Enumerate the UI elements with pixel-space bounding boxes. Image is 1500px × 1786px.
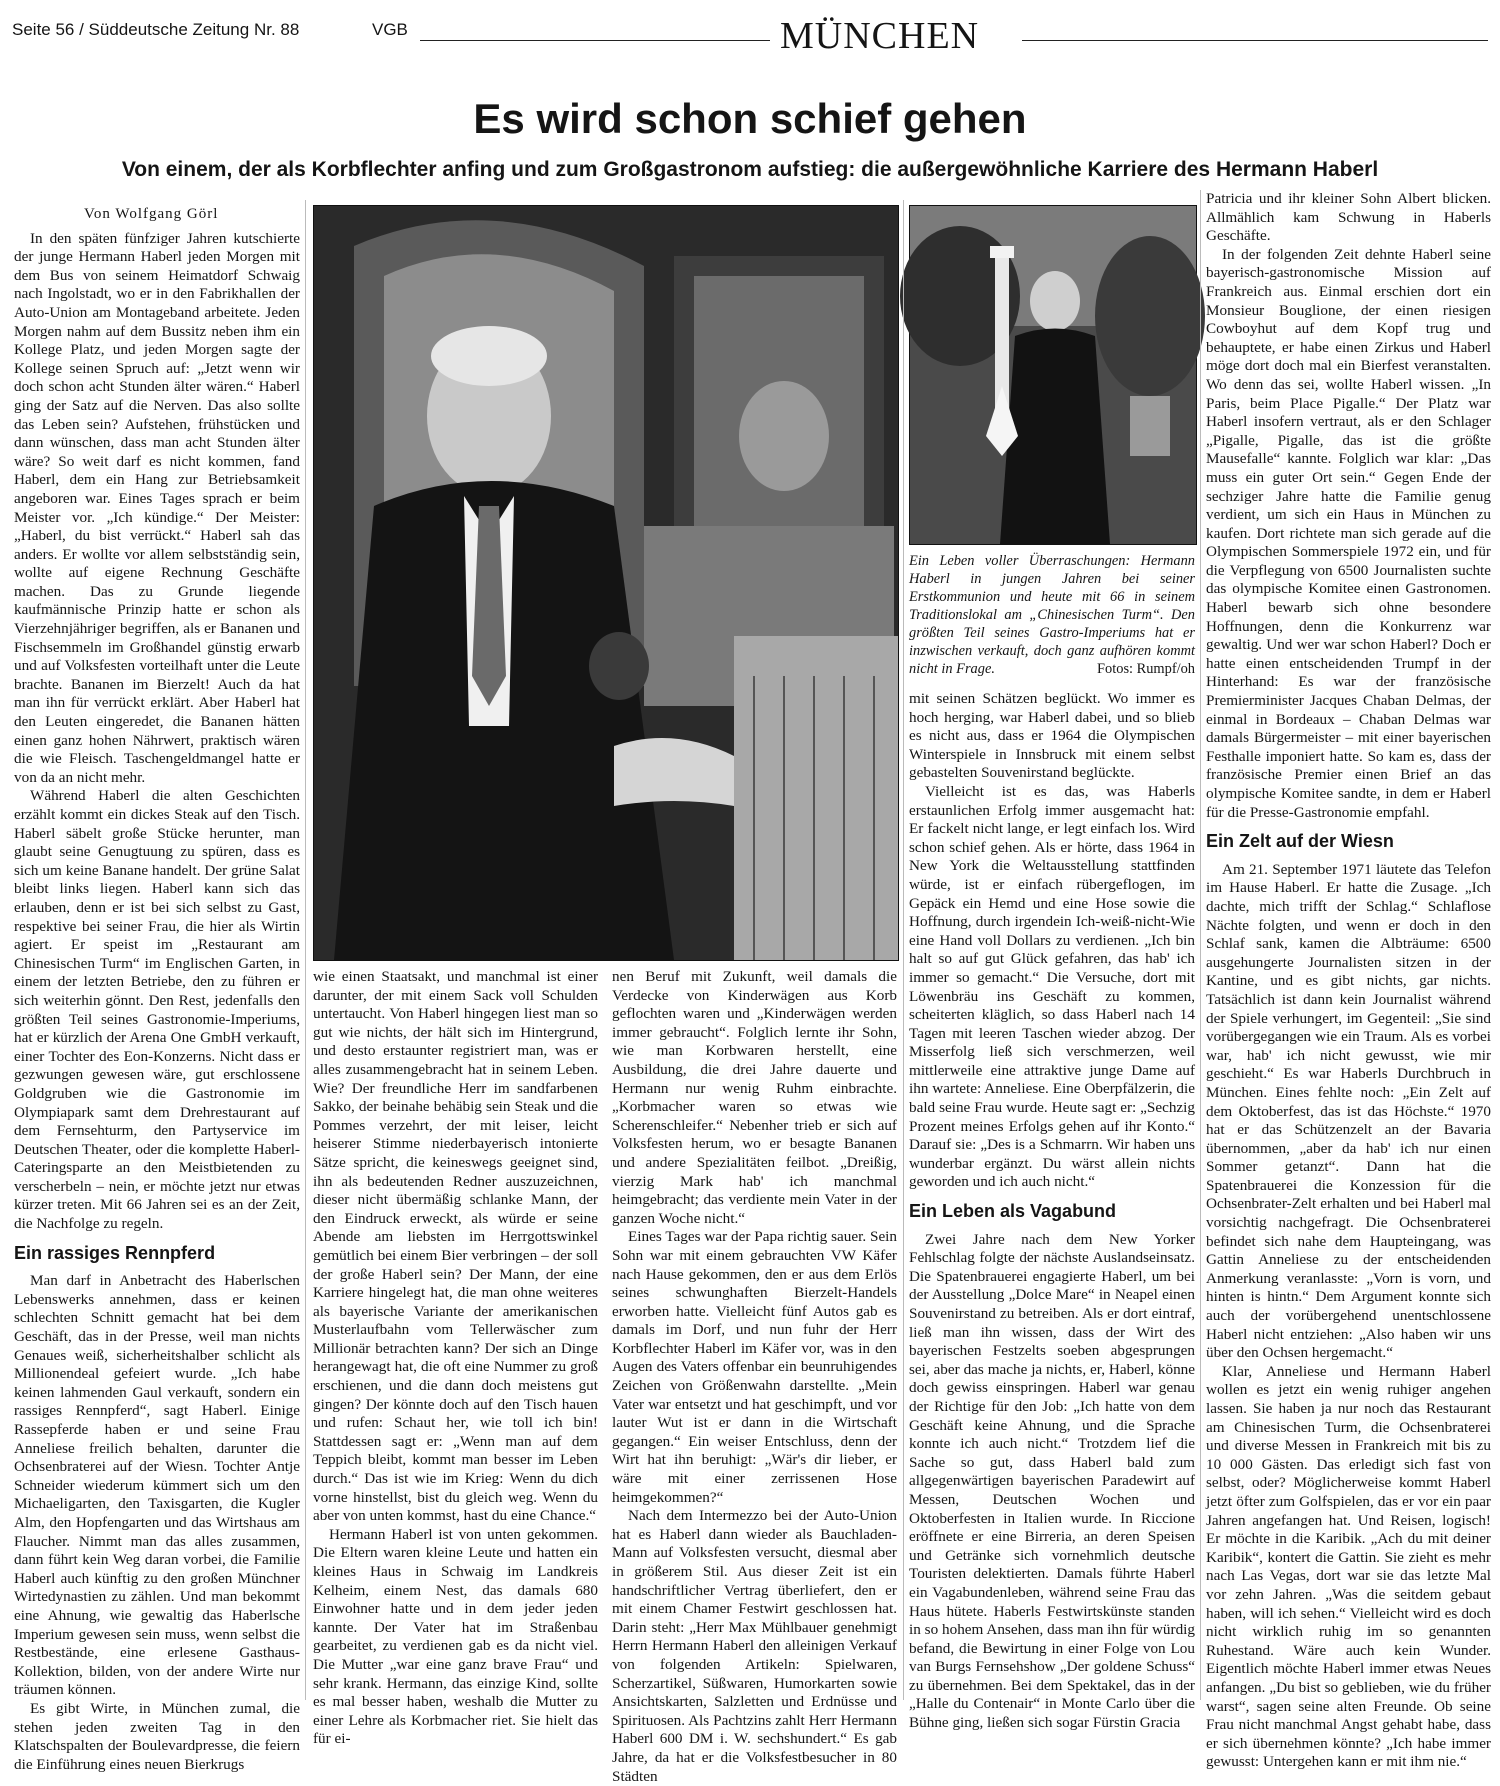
- paragraph: wie einen Staatsakt, und manchmal ist einer darunter, der mit einem Sack voll Schulden untertaucht. Von Haberl hingegen liest man so gut wie nichts, der hält sich im Hintergrund, und desto erstaunter registriert man, was er alles zusammengebracht hat in seinem Leben. Wie? Der freundliche Herr im sandfarbenen Sakko, der beinahe behäbig sein Steak und die Pommes verzehrt, der mit leiser, leicht heiserer Stimme niederbayerisch intonierte Sätze spricht, die keineswegs geeignet sind, ihn als bedeutenden Redner auszuzeichnen, dieser nicht übermäßig schlanke Mann, der den Eindruck erweckt, als würde er seine Abende am liebsten im Herrgottswinkel gemütlich bei einem Bier verbringen – der soll der große Haberl sein? Der Mann, der eine Karriere hingelegt hat, die man ohne weiteres als bayerische Variante der amerikanischen Musterlaufbahn vom Tellerwäscher zum Millionär betrachten kann? Der sich an Dinge herangewagt hat, die oft eine Nummer zu groß erschienen, und die dann doch meistens gut gingen? Der könnte doch auf den Tisch hauen und rufen: Schaut her, wie toll ich bin! Stattdessen sagt er: „Wenn man auf dem Teppich bleibt, kommt man besser im Leben durch.“ Das ist wie im Krieg: Wenn du dich vorne hinstellst, bist du gleich weg. Wenn du aber von unten kommst, hast du eine Chance.“: [313, 968, 598, 1525]
- subheading-rennpferd: Ein rassiges Rennpferd: [14, 1242, 216, 1263]
- caption-text: Ein Leben voller Überraschungen: Hermann Haberl in jungen Jahren bei seiner Erstkommunion und heute mit 66 in seinem Traditionslokal am „Chinesischen Turm“. Den größten Teil seines Gastro-Imperiums hat er inzwischen verkauft, doch ganz aufhören kommt nicht in Frage.: [909, 553, 1195, 677]
- article-column-3: [612, 968, 897, 1785]
- main-photo: [313, 205, 899, 961]
- paragraph: Am 21. September 1971 läutete das Telefon im Hause Haberl. Er hatte die Zusage. „Ich dachte, mich trifft der Schlag.“ Schlaflose Nächte folgten, und wenn er doch in den Schlaf sank, kamen die Albträume: 6500 ausgehungerte Journalisten sitzen in der Kantine, und es gibt nichts, gar nichts. Tatsächlich ist dann kein Journalist während der Spiele verhungert, im Gegenteil: „Sie sind vorübergegangen wie ein Traum. Als es vorbei war, hab' ich nicht gewusst, wie mir geschieht.“ Es war Haberls Durchbruch in München. Eines fehlte noch: „Ein Zelt auf dem Oktoberfest, das ist das Höchste.“ 1970 hat er das Schützenzelt an der Bavaria übernommen, „aber da hab' ich nur einen Sommer getanzt“. Dann hat die Spatenbrauerei die Konzession für die Ochsenbrater-Zelt erhalten und bei Haberl mal vorsichtig nachgefragt. Die Ochsenbraterei befindet sich nahe dem Haupteingang, was Gattin Anneliese zu der entscheidenden Anmerkung veranlasste: „Vorn is vorn, und hinten is hintn.“ Dem Argument konnte sich auch der vorübergehend unentschlossene Haberl nicht entziehen: „Also haben wir uns über den Ochsen hergemacht.“: [1206, 860, 1491, 1362]
- article-column-4: [909, 690, 1195, 1732]
- paragraph: Während Haberl die alten Geschichten erzählt kommt ein dickes Steak auf den Tisch. Haberl säbelt große Stücke herunter, man glaubt seine Genugtuung zu spüren, dass es sich um keine Banane handelt. Der grüne Salat bleibt links liegen. Haberl kann sich das erlauben, denn er ist bei sich selbst zu Gast, respektive bei seiner Frau, die hier als Wirtin agiert. Er speist im „Restaurant am Chinesischen Turm“ im Englischen Garten, in einem der letzten Betriebe, den zu führen er sich weiterhin gönnt. Den Rest, jedenfalls den größten Teil seines Gastronomie-Imperiums, hat er kürzlich der Arena One GmbH verkauft, einer Tochter des Eon-Konzerns. Nicht dass er gezwungen gewesen wäre, gut erschlossene Goldgruben wie die Gastronomie im Olympiapark samt dem Drehrestaurant auf dem Fernsehturm, den Partyservice im Deutschen Theater, oder die komplette Haberl-Cateringsparte an den Meistbietenden zu verscherbeln – nein, er möchte jetzt nur etwas kürzer treten. Mit 66 Jahren sei es an der Zeit, die Nachfolge zu regeln.: [14, 787, 300, 1233]
- column-rule: [903, 200, 904, 1700]
- masthead-rule-right: [1022, 40, 1488, 41]
- column-rule: [305, 200, 306, 1700]
- photo-credit: Fotos: Rumpf/oh: [1097, 661, 1195, 677]
- paragraph: In der folgenden Zeit dehnte Haberl seine bayerisch-gastronomische Mission auf Frankreich aus. Einmal erschien dort ein Monsieur Bouglione, der einen riesigen Cowboyhut auf dem Kopf trug und behauptete, er habe einen Zirkus und Haberl möge dort doch mal ein Bierfest veranstalten. Wo denn das sei, wollte Haberl wissen. „In Paris, beim Place Pigalle.“ Der Platz war Haberl insofern vertraut, als er den Schlager „Pigalle, Pigalle, das ist die größte Mausefalle“ kannte. Folglich war klar: „Das muss ein guter Ort sein.“ Gegen Ende der sechziger Jahre hatte die Familie genug verdient, um sich ein Haus in München zu kaufen. Dort richtete man sich gerade auf die Olympischen Sommerspiele 1972 ein, und für die Verpflegung von 6500 Journalisten suchte das olympische Komitee einen Gastronomen. Haberl bewarb sich ohne besondere Hoffnungen, denn die Konkurrenz war gewaltig. Und wer war schon Haberl? Doch er hatte einen entscheidenden Trumpf in der Hinterhand: Es war der französische Premierminister Jacques Chaban Delmas, der einmal in Bordeaux – Chaban Delmas war damals Bürgermeister – mit einer bayerischen Festhalle imponiert hatte. So kam es, dass der französische Premier einen Brief an das olympische Komitee sandte, in dem er Haberl für die Presse-Gastronomie empfahl.: [1206, 245, 1491, 821]
- paragraph: In den späten fünfziger Jahren kutschierte der junge Hermann Haberl jeden Morgen mit dem Bus von seinem Heimatdorf Schwaig nach Ingolstadt, wo er in den Fabrikhallen der Auto-Union am Montageband arbeitete. Jeden Morgen nahm auf dem Bussitz neben ihm ein Kollege Platz, und jeden Morgen sagte der Kollege seinen Spruch auf: „Jetzt wenn wir doch schon acht Stunden älter wären.“ Haberl ging der Satz auf die Nerven. Das also sollte das Leben sein? Aufstehen, frühstücken und dann wünschen, dass man acht Stunden älter wäre? So weit darf es nicht kommen, fand Haberl, dem ein Hang zur Betriebsamkeit angeboren war. Eines Tages sprach er beim Meister vor. „Ich kündige.“ Der Meister: „Haberl, du bist verrückt.“ Haberl sah das anders. Er wollte vor allem selbstständig sein, wollte auf eigene Rechnung Geschäfte machen. Das zu Grunde liegende kaufmännische Prinzip hatte er schon als Vierzehnjähriger begriffen, als er Bananen und Fischsemmeln im Großhandel günstig erwarb und auf Volksfesten vorteilhaft unter die Leute brachte. Bananen im Bierzelt! Auch da hat man ihn für verrückt erklärt. Aber Haberl hat den Leuten eingeredet, die Bananen hätten einen ganz hohen Nährwert, praktisch wären die wie Fleisch. Taschengeldmangel hatte er von da an nicht mehr.: [14, 229, 300, 786]
- paragraph: nen Beruf mit Zukunft, weil damals die Verdecke von Kinderwägen aus Korb geflochten waren und „Kinderwägen werden immer gebraucht“. Folglich lernte ihr Sohn, wie man Korbwaren herstellt, eine Ausbildung, die drei Jahre dauerte und Hermann nur wenig Ruhm einbrachte. „Korbmacher waren so etwas wie Scherenschleifer.“ Nebenher trieb er sich auf Volksfesten herum, wo er besagte Bananen und andere Spezialitäten feilbot. „Dreißig, vierzig Mark hab' ich manchmal heimgebracht; das verdiente mein Vater in der ganzen Woche nicht.“: [612, 968, 897, 1227]
- man-at-restaurant-image: [314, 206, 898, 960]
- boy-communion-image: [910, 206, 1196, 544]
- article-headline: Es wird schon schief gehen: [473, 95, 1027, 142]
- article-subheadline: Von einem, der als Korbflechter anfing und zum Großgastronom aufstieg: die außergewöhnliche Karriere des Hermann Haberl: [121, 158, 1379, 181]
- paragraph: Man darf in Anbetracht des Haberlschen Lebenswerks annehmen, dass er keinen schlechten Schnitt gemacht hat bei dem Geschäft, das in der Presse, weil man nichts Genaues weiß, sicherheitshalber schlicht als Millionendeal gefeiert wurde. „Ich habe keinen lahmenden Gaul verkauft, sondern ein rassiges Rennpferd“, sagt Haberl. Einige Rassepferde haben er und seine Frau Anneliese freilich behalten, darunter die Ochsenbraterei auf der Wiesn. Tochter Antje Schneider wiederum kümmert sich um den Michaeligarten, den Taxisgarten, die Kugler Alm, den Hopfengarten und das Wirtshaus am Flaucher. Nimmt man das alles zusammen, dann führt kein Weg daran vorbei, die Familie Haberl auch künftig zu den großen Münchner Wirtedynastien zu zählen. Und man bekommt eine Ahnung, wie gewaltig das Haberlsche Imperium gewesen sein muss, wenn selbst die Restbestände, eine erlesene Gasthaus-Kollektion, bilden, von der andere Wirte nur träumen können.: [14, 1272, 300, 1699]
- page-info: Seite 56 / Süddeutsche Zeitung Nr. 88: [12, 20, 300, 39]
- paragraph: Nach dem Intermezzo bei der Auto-Union hat es Haberl dann wieder als Bauchladen-Mann auf Volksfesten versucht, diesmal aber in größerem Stil. Aus dieser Zeit ist ein handschriftlicher Vertrag überliefert, den er mit einem Chamer Festwirt geschlossen hat. Darin steht: „Herr Max Mühlbauer genehmigt Herrn Hermann Haberl den alleinigen Verkauf von folgenden Artikeln: Spielwaren, Scherzartikel, Süßwaren, Humorkarten sowie Ansichtskarten, Salzletten und Erdnüsse und Spirituosen. Als Pachtzins zahlt Herr Hermann Haberl 600 DM i. W. sechshundert.“ Es gab Jahre, da hat er die Volksfestbesucher in 80 Städten: [612, 1507, 897, 1785]
- paragraph: Klar, Anneliese und Hermann Haberl wollen es jetzt ein wenig ruhiger angehen lassen. Sie haben ja nur noch das Restaurant am Chinesischen Turm, die Ochsenbraterei und diverse Messen in Frankreich mit bis zu 10 000 Gästen. Das erledigt sich fast von selbst, oder? Möglicherweise kommt Haberl jetzt öfter zum Golfspielen, das er vor ein paar Jahren angefangen hat. Und Reisen, logisch! Er möchte in die Karibik. „Ach du mit deiner Karibik“, kontert die Gattin. Sie zieht es mehr nach Las Vegas, dort war sie das letzte Mal vor zehn Jahren. „Was die seitdem gebaut haben, will ich sehen.“ Vielleicht wird es doch nicht wirklich ruhig im so genannten Ruhestand. Wäre auch kein Wunder. Eigentlich möchte Haberl immer etwas Neues anfangen. „Du bist so geblieben, wie du früher warst“, sagen seine alten Freunde. Ob seine Frau nicht manchmal Angst gehabt habe, dass er sich übernehmen könnte? „Ich habe immer gewusst: Untergehen kann er mit ihm nie.“: [1206, 1362, 1491, 1771]
- paragraph: Zwei Jahre nach dem New Yorker Fehlschlag folgte der nächste Auslandseinsatz. Die Spatenbrauerei engagierte Haberl, um bei der Ausstellung „Dolce Mare“ in Neapel einen Souvenirstand zu betreiben. Als er dort eintraf, ließ man ihn wissen, dass der Wirt des bayerischen Festzelts soeben abgesprungen sei, aber das mache ja nichts, er, Haberl, könne doch gewiss einspringen. Haberl war genau der Richtige für den Job: „Ich hatte von dem Geschäft keine Ahnung, und die Sprache konnte ich auch nicht.“ Trotzdem lief die Sache so gut, dass Haberl bald zum allgegenwärtigen bayerischen Paradewirt auf Messen, Deutschen Wochen und Oktoberfesten in Italien wurde. In Riccione eröffnete er eine Birreria, an deren Speisen und Getränke sich vornehmlich deutsche Touristen delektierten. Damals führte Haberl ein Vagabundenleben, während seine Frau das Haus hütete. Haberls Festwirtskünste standen in so hohem Ansehen, dass man ihn für würdig befand, die Bewirtung in einer Folge von Lou van Burgs Fernsehshow „Der goldene Schuss“ zu übernehmen. Bei dem Spektakel, das in der „Halle du Contenair“ in Monte Carlo über die Bühne ging, ließen sich sogar Fürstin Gracia: [909, 1230, 1195, 1732]
- subheading-vagabund: Ein Leben als Vagabund: [909, 1201, 1117, 1222]
- column-rule: [1200, 190, 1201, 1700]
- paragraph: Vielleicht ist es das, was Haberls erstaunlichen Erfolg immer ausgemacht hat: Er fackelt nicht lange, er legt einfach los. Wird schon schief gehen. Als er hörte, dass 1964 in New York die Weltausstellung stattfinden würde, ist er einfach rübergeflogen, im Gepäck ein Hemd und eine Hose sowie die Hoffnung, durch irgendein Ich-weiß-nicht-Wie eine Hand voll Dollars zu verdienen. „Ich bin halt so auf gut Glück gefahren, das hab' ich immer so gemacht.“ Die Versuche, dort mit Löwenbräu ins Geschäft zu kommen, scheiterten kläglich, so dass Haberl nach 14 Tagen mit leeren Taschen wieder abzog. Der Misserfolg ließ sich verschmerzen, weil mittlerweile eine attraktive junge Dame auf ihn wartete: Anneliese. Eine Oberpfälzerin, die bald seine Frau wurde. Heute sagt er: „Sechzig Prozent meines Erfolgs gehen auf ihr Konto.“ Darauf sie: „Des is a Schmarrn. Wir haben uns wunderbar ergänzt. Du wärst allein nichts geworden und ich auch nicht.“: [909, 782, 1195, 1191]
- paragraph: Hermann Haberl ist von unten gekommen. Die Eltern waren kleine Leute und hatten ein kleines Haus in Schwaig im Landkreis Kelheim, einem Nest, das damals 680 Einwohner hatte und in dem jeder jeden kannte. Der Vater hat im Straßenbau gearbeitet, zu verdienen gab es da nicht viel. Die Mutter „war eine ganz brave Frau“ und sehr krank. Hermann, das einzige Kind, sollte es mal besser haben, weshalb die Mutter zu einer Lehre als Korbmacher riet. Sie hielt das für ei-: [313, 1525, 598, 1748]
- article-column-1: [14, 205, 300, 1773]
- childhood-photo: [909, 205, 1197, 545]
- paragraph: Patricia und ihr kleiner Sohn Albert blicken. Allmählich kam Schwung in Haberls Geschäfte.: [1206, 190, 1491, 245]
- photo-caption: [909, 552, 1195, 678]
- paragraph: Es gibt Wirte, in München zumal, die stehen jeden zweiten Tag in den Klatschspalten der Boulevardpresse, die feiern die Einführung eines neuen Bierkrugs: [14, 1699, 300, 1773]
- paragraph: mit seinen Schätzen beglückt. Wo immer es hoch herging, war Haberl dabei, und so blieb es nicht aus, dass er 1964 die Olympischen Winterspiele in Innsbruck mit einem selbst gebastelten Souvenirstand beglückte.: [909, 690, 1195, 782]
- paragraph: Eines Tages war der Papa richtig sauer. Sein Sohn war mit einem gebrauchten VW Käfer nach Hause gekommen, den er aus dem Erlös seines schwunghaften Bierzelt-Handels erworben hatte. Vielleicht fünf Autos gab es damals im Dorf, und nun fuhr der Herr Korbflechter Haberl im Käfer vor, was in den Augen des Vaters offenbar ein beunruhigendes Zeichen von Größenwahn darstellte. „Mein Vater war entsetzt und hat geschimpft, und vor lauter Wut ist er dann in die Wirtschaft gegangen.“ Ein weiser Entschluss, denn der Wirt hat ihn beruhigt: „Wär's dir lieber, er wäre mit einer zerrissenen Hose heimgekommen?“: [612, 1228, 897, 1506]
- byline: Von Wolfgang Görl: [84, 206, 219, 222]
- section-title: MÜNCHEN: [780, 15, 980, 57]
- article-column-5: [1206, 190, 1491, 1771]
- article-column-2: [313, 968, 598, 1748]
- subheading-zelt: Ein Zelt auf der Wiesn: [1206, 831, 1394, 852]
- edition-code: VGB: [372, 20, 408, 39]
- masthead-rule-left: [420, 40, 770, 41]
